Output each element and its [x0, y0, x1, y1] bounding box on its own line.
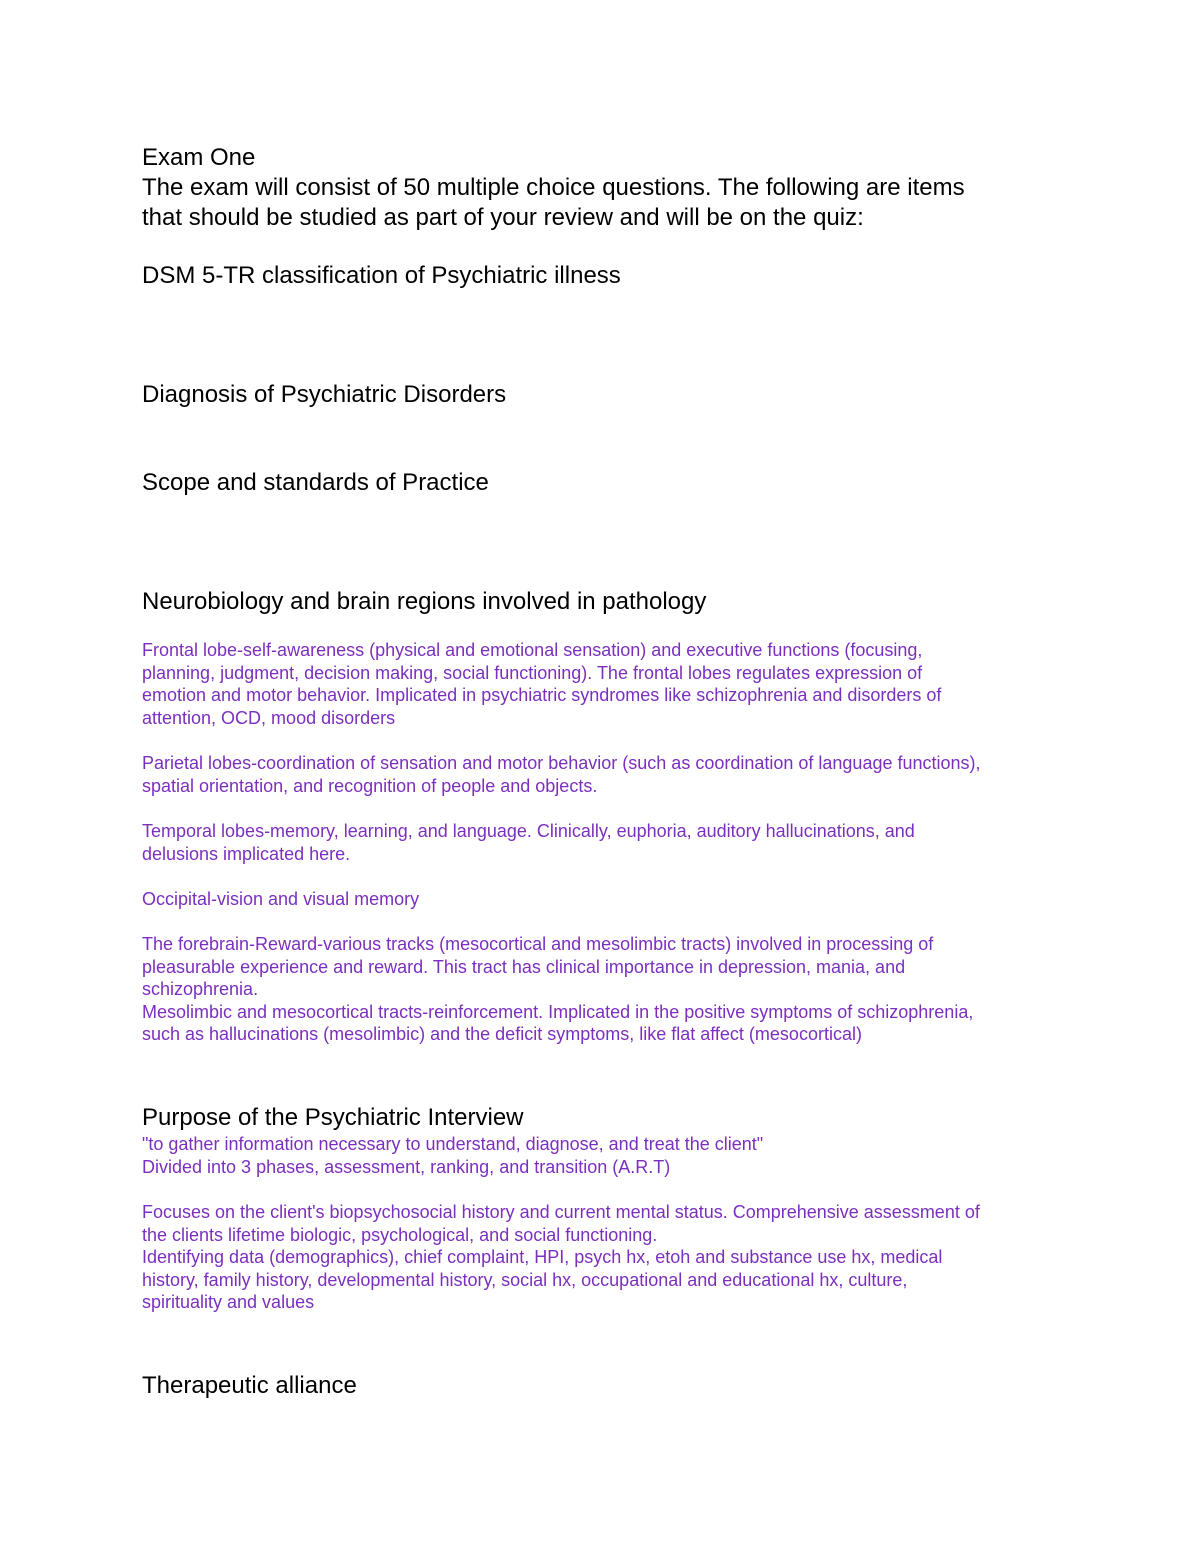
note-temporal-lobes	[142, 820, 915, 865]
note-line: Parietal lobes-coordination of sensation and motor behavior (such as coordination of language functions),	[142, 753, 981, 773]
note-line: Mesolimbic and mesocortical tracts-reinforcement. Implicated in the positive symptoms of schizophrenia,	[142, 1001, 974, 1022]
note-occipital	[142, 888, 419, 911]
note-frontal-lobe	[142, 639, 941, 729]
section-heading-interview: Purpose of the Psychiatric Interview	[142, 1104, 524, 1131]
intro-line: that should be studied as part of your review and will be on the quiz:	[142, 204, 864, 231]
exam-title: Exam One	[142, 144, 256, 171]
note-line: pleasurable experience and reward. This tract has clinical importance in depression, mania, and	[142, 956, 906, 977]
note-line: history, family history, developmental history, social hx, occupational and educational hx, culture,	[142, 1269, 908, 1290]
note-interview-focus	[142, 1201, 980, 1314]
note-line: Occipital-vision and visual memory	[142, 889, 420, 909]
section-heading-alliance: Therapeutic alliance	[142, 1372, 357, 1399]
note-line: such as hallucinations (mesolimbic) and the deficit symptoms, like flat affect (mesocortical)	[142, 1024, 862, 1045]
note-line: the clients lifetime biologic, psychological, and social functioning.	[142, 1224, 658, 1245]
note-line: attention, OCD, mood disorders	[142, 707, 396, 728]
note-line: Identifying data (demographics), chief complaint, HPI, psych hx, etoh and substance use hx, medical	[142, 1247, 943, 1268]
note-parietal-lobes	[142, 752, 981, 797]
note-line: delusions implicated here.	[142, 843, 351, 864]
note-line: spatial orientation, and recognition of people and objects.	[142, 775, 598, 796]
note-interview-purpose	[142, 1133, 763, 1178]
note-forebrain	[142, 933, 973, 1046]
note-line: planning, judgment, decision making, social functioning). The frontal lobes regulates expression of	[142, 662, 923, 683]
section-heading-neurobiology: Neurobiology and brain regions involved in pathology	[142, 588, 707, 615]
note-line: emotion and motor behavior. Implicated in psychiatric syndromes like schizophrenia and disorders of	[142, 685, 942, 706]
note-line: spirituality and values	[142, 1292, 315, 1313]
note-line: schizophrenia.	[142, 979, 259, 1000]
note-line: Temporal lobes-memory, learning, and language. Clinically, euphoria, auditory hallucinations, and	[142, 821, 915, 841]
note-line: The forebrain-Reward-various tracks (mesocortical and mesolimbic tracts) involved in processing of	[142, 934, 934, 954]
section-heading-dsm: DSM 5-TR classification of Psychiatric illness	[142, 262, 621, 289]
note-line: Frontal lobe-self-awareness (physical and emotional sensation) and executive functions (focusing,	[142, 640, 923, 660]
section-heading-diagnosis: Diagnosis of Psychiatric Disorders	[142, 381, 507, 408]
intro-line: The exam will consist of 50 multiple choice questions. The following are items	[142, 174, 965, 201]
note-line: Divided into 3 phases, assessment, ranking, and transition (A.R.T)	[142, 1156, 671, 1177]
intro-paragraph	[142, 173, 965, 233]
note-line: "to gather information necessary to understand, diagnose, and treat the client"	[142, 1134, 764, 1154]
section-heading-scope: Scope and standards of Practice	[142, 469, 489, 496]
note-line: Focuses on the client's biopsychosocial history and current mental status. Comprehensive assessment of	[142, 1202, 980, 1222]
